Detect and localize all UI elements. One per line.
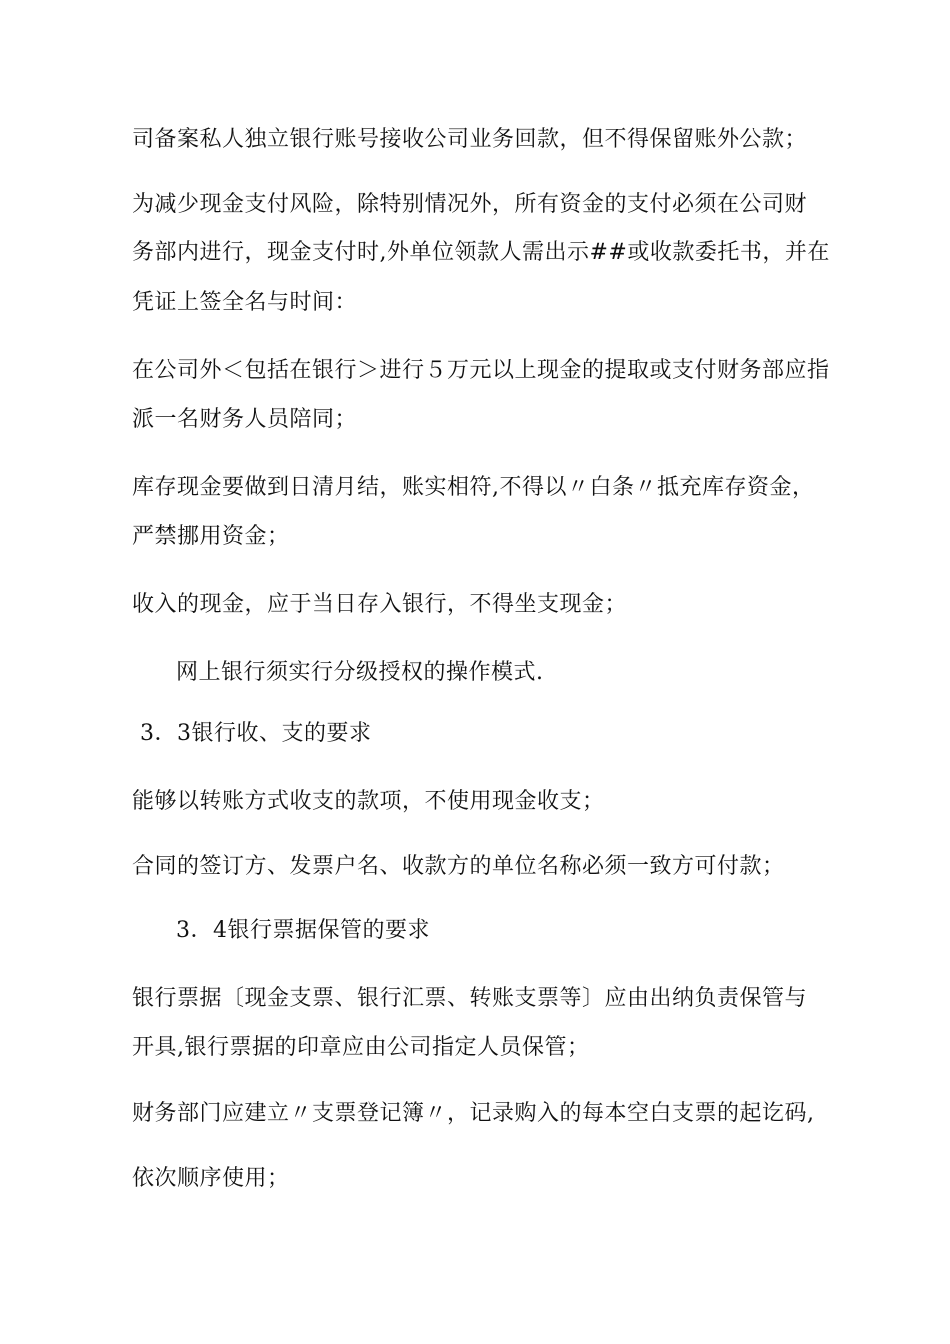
paragraph-line: 派一名财务人员陪同；	[132, 407, 358, 432]
paragraph-line: 库存现金要做到日清月结，账实相符,不得以〃白条〃抵充库存资金，	[132, 475, 815, 500]
section-heading: 3．3银行收、支的要求	[140, 721, 372, 746]
section-heading: 3．4银行票据保管的要求	[176, 918, 430, 943]
paragraph-line: 在公司外＜包括在银行＞进行５万元以上现金的提取或支付财务部应指	[132, 358, 830, 383]
paragraph-line: 严禁挪用资金；	[132, 524, 290, 549]
paragraph-line: 务部内进行，现金支付时,外单位领款人需出示##或收款委托书，并在	[132, 240, 830, 265]
paragraph-line: 依次顺序使用；	[132, 1166, 290, 1191]
paragraph-line: 为减少现金支付风险，除特别情况外，所有资金的支付必须在公司财	[132, 192, 808, 217]
paragraph-line: 银行票据〔现金支票、银行汇票、转账支票等〕应由出纳负责保管与	[132, 986, 808, 1011]
paragraph-line: 凭证上签全名与时间：	[132, 290, 358, 315]
paragraph-line: 司备案私人独立银行账号接收公司业务回款，但不得保留账外公款；	[132, 127, 808, 152]
paragraph-line: 合同的签订方、发票户名、收款方的单位名称必须一致方可付款；	[132, 854, 785, 879]
paragraph-line: 开具,银行票据的印章应由公司指定人员保管；	[132, 1035, 590, 1060]
paragraph-line: 能够以转账方式收支的款项，不使用现金收支；	[132, 789, 605, 814]
paragraph-line: 财务部门应建立〃支票登记簿〃，记录购入的每本空白支票的起讫码,	[132, 1101, 815, 1126]
paragraph-line: 收入的现金，应于当日存入银行，不得坐支现金；	[132, 592, 628, 617]
paragraph-line: 网上银行须实行分级授权的操作模式.	[176, 660, 544, 685]
